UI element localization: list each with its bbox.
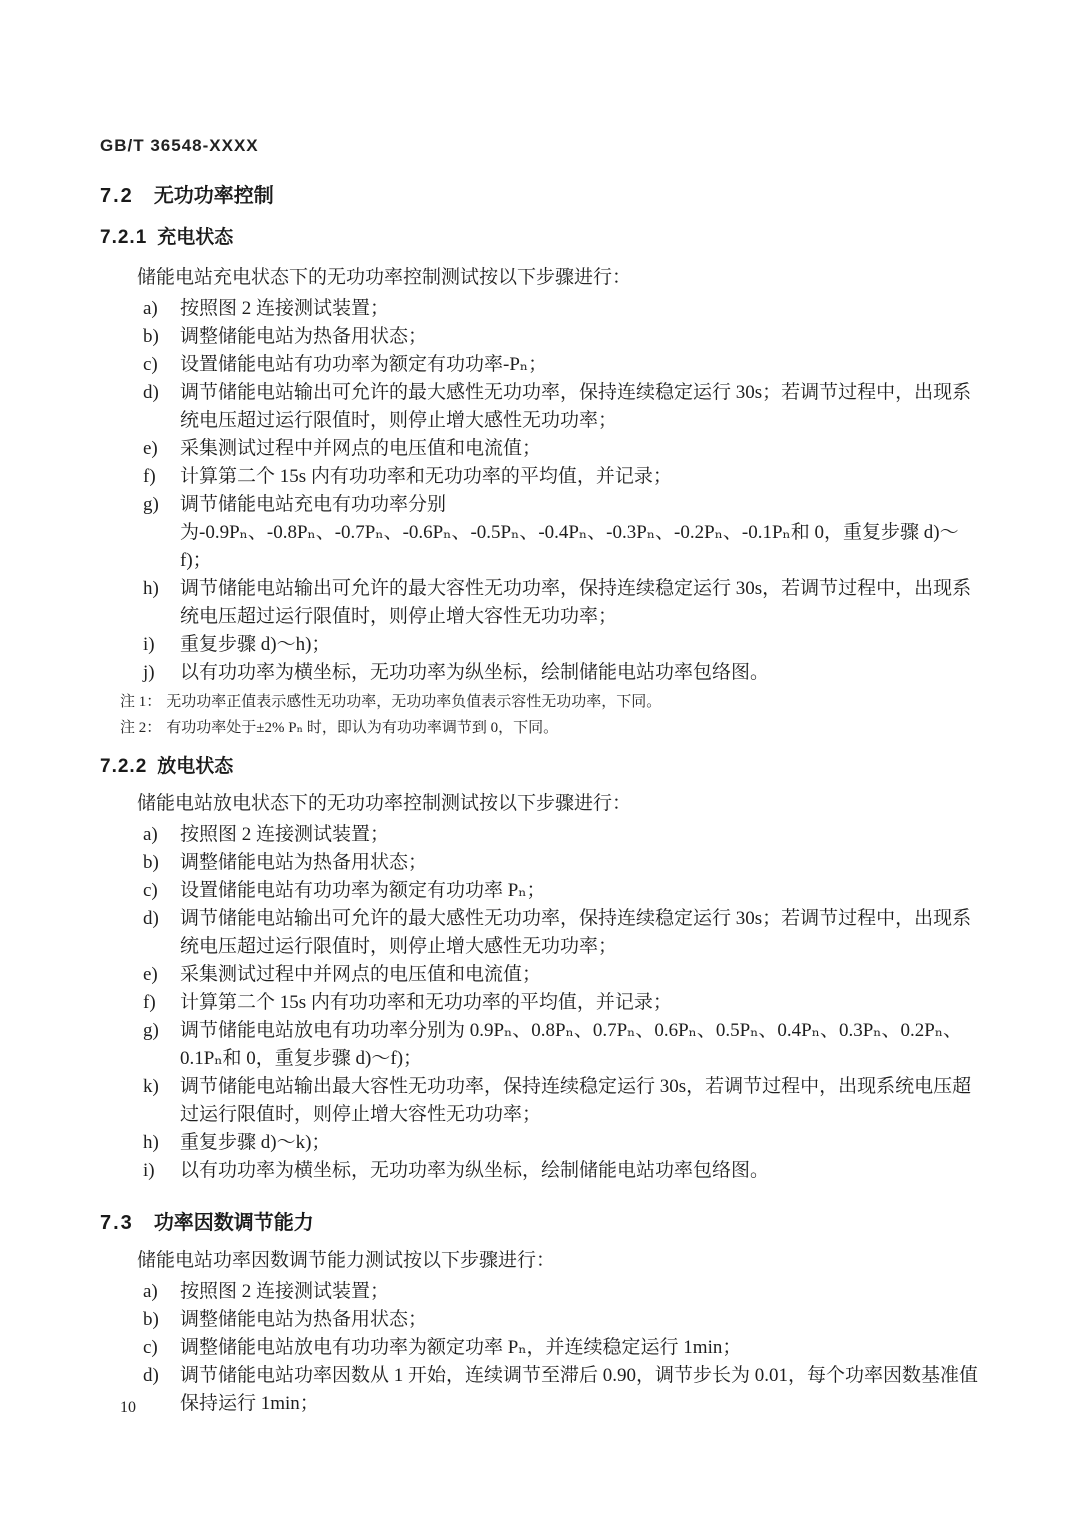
step-item xyxy=(100,1129,980,1157)
step-text: 以有功功率为横坐标，无功功率为纵坐标，绘制储能电站功率包络图。 xyxy=(180,1160,770,1181)
step-label: g) xyxy=(143,494,159,515)
step-label: b) xyxy=(143,1309,159,1330)
step-item xyxy=(100,631,980,659)
step-text: 调节储能电站输出最大容性无功功率，保持连续稳定运行 30s，若调节过程中，出现系统电压超过运行限值时，则停止增大容性无功功率； xyxy=(180,1076,972,1125)
section-title: 充电状态 xyxy=(157,227,234,248)
step-label: h) xyxy=(143,578,159,599)
note-1 xyxy=(100,689,980,715)
step-label: d) xyxy=(143,908,159,929)
section-number: 7.2.1 xyxy=(100,227,148,248)
section-7-3-heading xyxy=(100,1211,980,1235)
step-label: e) xyxy=(143,438,158,459)
step-label: a) xyxy=(143,298,158,319)
step-text: 计算第二个 15s 内有功功率和无功功率的平均值，并记录； xyxy=(180,466,672,487)
step-text: 调节储能电站输出可允许的最大容性无功功率，保持连续稳定运行 30s，若调节过程中，出现系统电压超过运行限值时，则停止增大容性无功功率； xyxy=(180,578,972,627)
step-item xyxy=(100,463,980,491)
step-label: h) xyxy=(143,1132,159,1153)
step-label: d) xyxy=(143,382,159,403)
steps-list-7-2-1 xyxy=(100,295,980,687)
step-item xyxy=(100,821,980,849)
step-label: i) xyxy=(143,634,155,655)
step-label: e) xyxy=(143,964,158,985)
section-7-2-2-heading xyxy=(100,755,980,778)
step-label: c) xyxy=(143,1337,158,1358)
step-item xyxy=(100,295,980,323)
step-label: k) xyxy=(143,1076,159,1097)
step-text: 设置储能电站有功功率为额定有功功率-Pₙ； xyxy=(180,354,548,375)
note-text: 有功功率处于±2% Pₙ 时，即认为有功功率调节到 0，下同。 xyxy=(166,720,559,736)
step-text: 以有功功率为横坐标，无功功率为纵坐标，绘制储能电站功率包络图。 xyxy=(180,662,770,683)
step-item xyxy=(100,351,980,379)
step-label: c) xyxy=(143,354,158,375)
section-7-2-heading xyxy=(100,184,980,208)
intro-paragraph-7-3: 储能电站功率因数调节能力测试按以下步骤进行： xyxy=(137,1250,556,1271)
step-text: 调节储能电站充电有功功率分别为-0.9Pₙ、-0.8Pₙ、-0.7Pₙ、-0.6Pₙ、-0.5Pₙ、-0.4Pₙ、-0.3Pₙ、-0.2Pₙ、-0.1Pₙ和 0，重复步骤 d)～f)； xyxy=(180,494,959,571)
step-item xyxy=(100,575,980,631)
step-item xyxy=(100,1334,980,1362)
step-label: c) xyxy=(143,880,158,901)
step-text: 重复步骤 d)～h)； xyxy=(180,634,331,655)
step-item xyxy=(100,659,980,687)
step-label: j) xyxy=(143,662,155,683)
note-label: 注 2： xyxy=(120,720,162,736)
step-item xyxy=(100,905,980,961)
step-item xyxy=(100,491,980,575)
step-text: 按照图 2 连接测试装置； xyxy=(180,824,390,845)
step-text: 调整储能电站为热备用状态； xyxy=(180,1309,428,1330)
note-text: 无功功率正值表示感性无功功率，无功功率负值表示容性无功功率，下同。 xyxy=(166,694,662,710)
note-label: 注 1： xyxy=(120,694,162,710)
step-item xyxy=(100,1017,980,1073)
page-number: 10 xyxy=(120,1399,136,1416)
step-text: 采集测试过程中并网点的电压值和电流值； xyxy=(180,964,542,985)
step-item xyxy=(100,1157,980,1185)
steps-list-7-3 xyxy=(100,1278,980,1418)
section-7-2-1-heading xyxy=(100,226,980,249)
section-number: 7.2.2 xyxy=(100,756,148,777)
step-label: a) xyxy=(143,1281,158,1302)
step-label: f) xyxy=(143,992,156,1013)
step-text: 调节储能电站输出可允许的最大感性无功功率，保持连续稳定运行 30s；若调节过程中，出现系统电压超过运行限值时，则停止增大感性无功功率； xyxy=(180,382,972,431)
note-2 xyxy=(100,715,980,741)
step-item xyxy=(100,323,980,351)
section-title: 功率因数调节能力 xyxy=(153,1212,314,1234)
step-item xyxy=(100,849,980,877)
step-text: 调整储能电站放电有功功率为额定功率 Pₙ，并连续稳定运行 1min； xyxy=(180,1337,742,1358)
step-label: g) xyxy=(143,1020,159,1041)
step-item xyxy=(100,877,980,905)
standard-code-header: GB/T 36548-XXXX xyxy=(100,136,259,155)
step-text: 调节储能电站输出可允许的最大感性无功功率，保持连续稳定运行 30s；若调节过程中，出现系统电压超过运行限值时，则停止增大感性无功功率； xyxy=(180,908,972,957)
notes-block xyxy=(100,689,980,741)
step-text: 按照图 2 连接测试装置； xyxy=(180,1281,390,1302)
section-title: 放电状态 xyxy=(157,756,234,777)
step-item xyxy=(100,1278,980,1306)
section-number: 7.2 xyxy=(100,185,134,207)
step-text: 调节储能电站功率因数从 1 开始，连续调节至滞后 0.90，调节步长为 0.01，每个功率因数基准值保持运行 1min； xyxy=(180,1365,979,1414)
step-item xyxy=(100,961,980,989)
step-text: 调整储能电站为热备用状态； xyxy=(180,326,428,347)
step-item xyxy=(100,989,980,1017)
steps-list-7-2-2 xyxy=(100,821,980,1185)
step-label: i) xyxy=(143,1160,155,1181)
step-text: 采集测试过程中并网点的电压值和电流值； xyxy=(180,438,542,459)
step-label: f) xyxy=(143,466,156,487)
section-title: 无功功率控制 xyxy=(153,185,274,207)
intro-paragraph-7-2-2: 储能电站放电状态下的无功功率控制测试按以下步骤进行： xyxy=(137,793,632,814)
step-item xyxy=(100,435,980,463)
step-label: b) xyxy=(143,852,159,873)
step-label: a) xyxy=(143,824,158,845)
step-text: 设置储能电站有功功率为额定有功功率 Pₙ； xyxy=(180,880,546,901)
step-text: 调节储能电站放电有功功率分别为 0.9Pₙ、0.8Pₙ、0.7Pₙ、0.6Pₙ、0.5Pₙ、0.4Pₙ、0.3Pₙ、0.2Pₙ、0.1Pₙ和 0，重复步骤 d)～f)； xyxy=(180,1020,963,1069)
intro-paragraph-7-2-1: 储能电站充电状态下的无功功率控制测试按以下步骤进行： xyxy=(137,267,632,288)
step-text: 按照图 2 连接测试装置； xyxy=(180,298,390,319)
step-item xyxy=(100,1362,980,1418)
step-item xyxy=(100,379,980,435)
step-label: b) xyxy=(143,326,159,347)
section-number: 7.3 xyxy=(100,1212,134,1234)
step-label: d) xyxy=(143,1365,159,1386)
step-item xyxy=(100,1306,980,1334)
step-item xyxy=(100,1073,980,1129)
step-text: 重复步骤 d)～k)； xyxy=(180,1132,331,1153)
step-text: 调整储能电站为热备用状态； xyxy=(180,852,428,873)
step-text: 计算第二个 15s 内有功功率和无功功率的平均值，并记录； xyxy=(180,992,672,1013)
